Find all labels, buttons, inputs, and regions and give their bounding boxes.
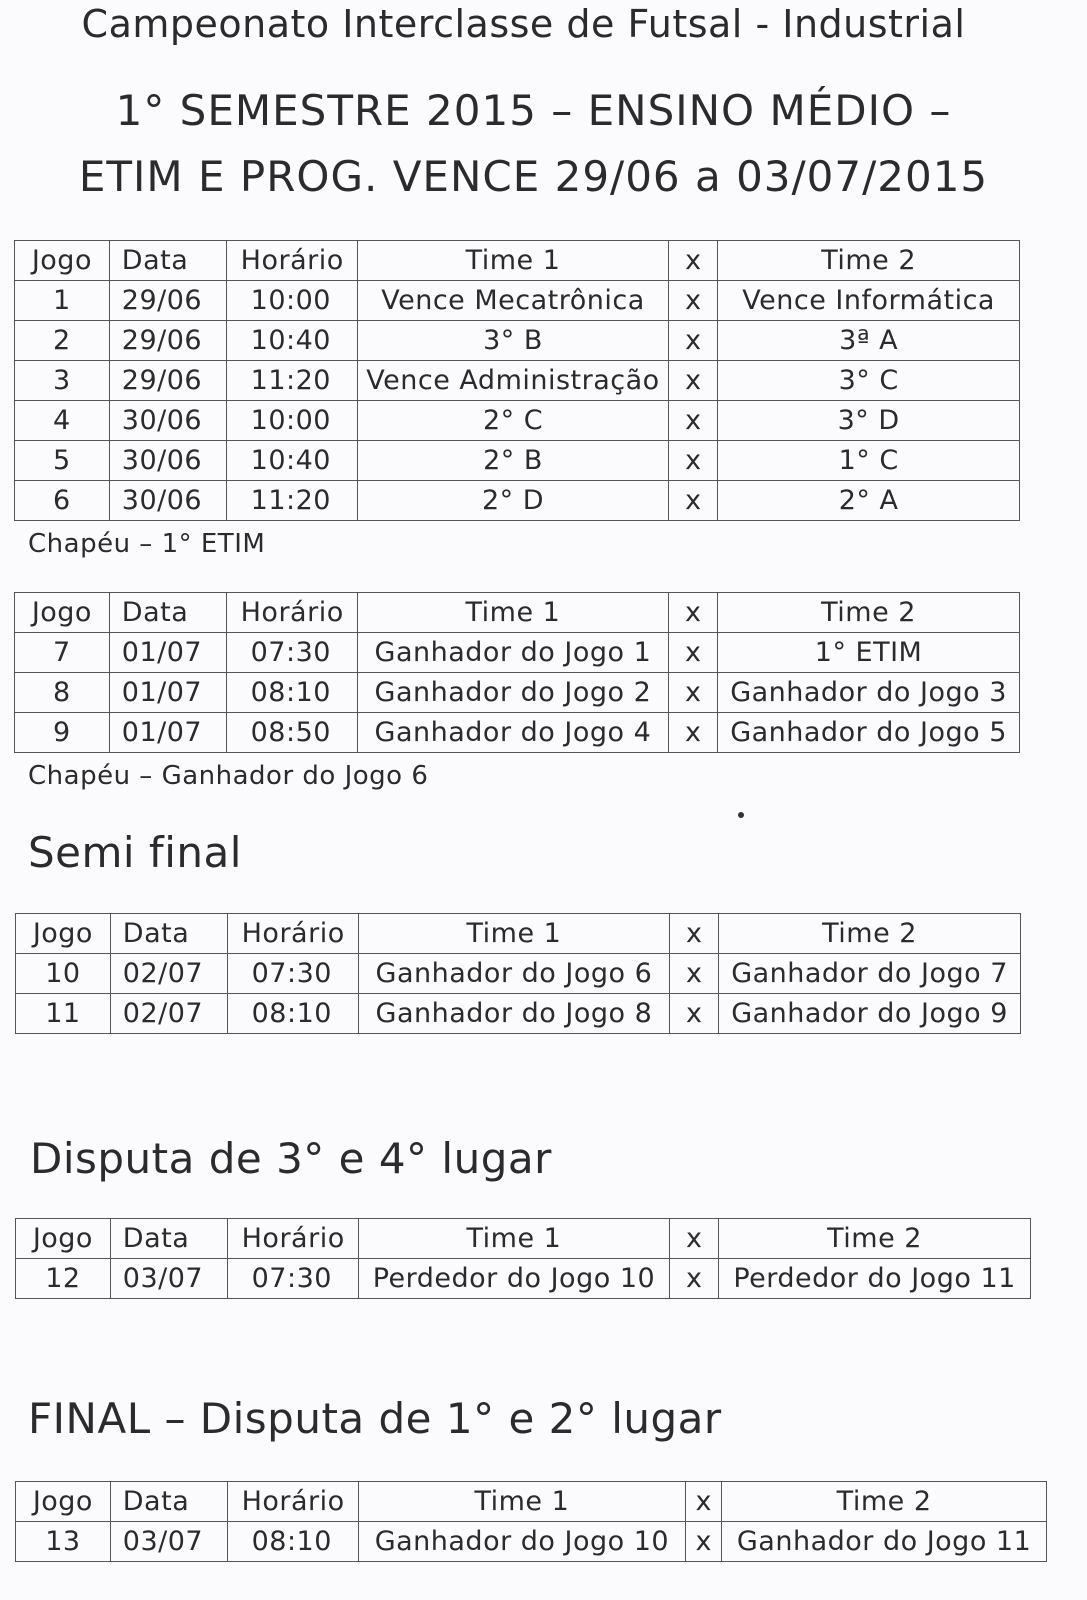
cell-time2: Ganhador do Jogo 7: [719, 954, 1021, 994]
cell-jogo: 12: [16, 1259, 111, 1299]
cell-time2: Ganhador do Jogo 9: [719, 994, 1021, 1034]
cell-versus: x: [669, 481, 718, 521]
cell-data: 03/07: [110, 1259, 227, 1299]
cell-data: 03/07: [110, 1522, 227, 1562]
cell-data: 01/07: [109, 633, 226, 673]
column-header-versus: x: [686, 1482, 722, 1522]
cell-versus: x: [669, 673, 718, 713]
table-row: [15, 361, 1020, 401]
cell-data: 29/06: [109, 361, 226, 401]
column-header-time2: Time 2: [718, 593, 1020, 633]
final-heading: FINAL – Disputa de 1° e 2° lugar: [28, 1394, 722, 1443]
subtitle-line-2: ETIM E PROG. VENCE 29/06 a 03/07/2015: [78, 152, 989, 201]
column-header-time1: Time 1: [357, 241, 669, 281]
table-row: [15, 481, 1020, 521]
cell-time2: 1° C: [718, 441, 1020, 481]
final-table: [15, 1481, 1047, 1562]
table-row: [15, 633, 1020, 673]
table-header-row: [16, 1482, 1047, 1522]
cell-jogo: 11: [16, 994, 111, 1034]
cell-time1: Vence Mecatrônica: [357, 281, 669, 321]
cell-time1: Ganhador do Jogo 1: [357, 633, 669, 673]
column-header-jogo: Jogo: [15, 241, 110, 281]
cell-time2: 3° D: [718, 401, 1020, 441]
table-row: [16, 1259, 1031, 1299]
cell-versus: x: [669, 633, 718, 673]
cell-time1: Ganhador do Jogo 10: [358, 1522, 686, 1562]
cell-time1: Ganhador do Jogo 8: [358, 994, 670, 1034]
column-header-time1: Time 1: [357, 593, 669, 633]
semifinal-heading: Semi final: [28, 828, 242, 877]
cell-data: 30/06: [109, 481, 226, 521]
column-header-time2: Time 2: [719, 1219, 1031, 1259]
cell-time1: 3° B: [357, 321, 669, 361]
column-header-data: Data: [110, 914, 227, 954]
cell-versus: x: [669, 281, 718, 321]
cell-horario: 11:20: [226, 481, 357, 521]
cell-horario: 08:10: [227, 994, 358, 1034]
cell-jogo: 10: [16, 954, 111, 994]
cell-data: 29/06: [109, 281, 226, 321]
table-row: [16, 954, 1021, 994]
column-header-time1: Time 1: [358, 1219, 670, 1259]
table-header-row: [16, 914, 1021, 954]
cell-jogo: 8: [15, 673, 110, 713]
round2-bye-note: Chapéu – Ganhador do Jogo 6: [28, 761, 429, 791]
cell-time2: Ganhador do Jogo 3: [718, 673, 1020, 713]
column-header-data: Data: [109, 593, 226, 633]
cell-time2: Ganhador do Jogo 11: [722, 1522, 1047, 1562]
cell-time1: Ganhador do Jogo 4: [357, 713, 669, 753]
cell-horario: 10:00: [226, 401, 357, 441]
page-title: Campeonato Interclasse de Futsal - Industrial: [81, 2, 966, 46]
cell-time2: Ganhador do Jogo 5: [718, 713, 1020, 753]
table-row: [16, 994, 1021, 1034]
cell-data: 29/06: [109, 321, 226, 361]
cell-time1: Perdedor do Jogo 10: [358, 1259, 670, 1299]
column-header-horario: Horário: [227, 1482, 358, 1522]
column-header-versus: x: [670, 914, 719, 954]
cell-versus: x: [669, 361, 718, 401]
cell-horario: 08:10: [227, 1522, 358, 1562]
subtitle-line-1: 1° SEMESTRE 2015 – ENSINO MÉDIO –: [115, 86, 952, 135]
cell-jogo: 5: [15, 441, 110, 481]
stray-dot: [738, 812, 744, 818]
cell-jogo: 4: [15, 401, 110, 441]
cell-jogo: 6: [15, 481, 110, 521]
cell-jogo: 1: [15, 281, 110, 321]
column-header-jogo: Jogo: [16, 1482, 111, 1522]
column-header-data: Data: [110, 1219, 227, 1259]
column-header-versus: x: [670, 1219, 719, 1259]
table-header-row: [15, 241, 1020, 281]
cell-horario: 10:40: [226, 441, 357, 481]
column-header-time2: Time 2: [722, 1482, 1047, 1522]
column-header-horario: Horário: [227, 914, 358, 954]
cell-time2: 2° A: [718, 481, 1020, 521]
cell-time1: 2° C: [357, 401, 669, 441]
cell-time2: Vence Informática: [718, 281, 1020, 321]
cell-time2: 1° ETIM: [718, 633, 1020, 673]
table-row: [15, 673, 1020, 713]
table-row: [15, 713, 1020, 753]
cell-data: 01/07: [109, 713, 226, 753]
cell-horario: 08:10: [226, 673, 357, 713]
cell-time1: Ganhador do Jogo 2: [357, 673, 669, 713]
cell-data: 01/07: [109, 673, 226, 713]
table-header-row: [15, 593, 1020, 633]
column-header-time2: Time 2: [719, 914, 1021, 954]
table-row: [15, 321, 1020, 361]
cell-versus: x: [669, 321, 718, 361]
round2-table: [14, 592, 1020, 753]
cell-versus: x: [669, 713, 718, 753]
cell-data: 02/07: [110, 994, 227, 1034]
column-header-versus: x: [669, 241, 718, 281]
column-header-horario: Horário: [227, 1219, 358, 1259]
cell-versus: x: [670, 994, 719, 1034]
cell-time1: Vence Administração: [357, 361, 669, 401]
cell-time1: 2° B: [357, 441, 669, 481]
table-row: [16, 1522, 1047, 1562]
cell-versus: x: [669, 401, 718, 441]
cell-horario: 11:20: [226, 361, 357, 401]
round1-bye-note: Chapéu – 1° ETIM: [28, 529, 266, 559]
column-header-jogo: Jogo: [16, 914, 111, 954]
semifinal-table: [15, 913, 1021, 1034]
table-row: [15, 441, 1020, 481]
column-header-horario: Horário: [226, 241, 357, 281]
column-header-time2: Time 2: [718, 241, 1020, 281]
column-header-jogo: Jogo: [15, 593, 110, 633]
cell-horario: 07:30: [227, 1259, 358, 1299]
cell-jogo: 2: [15, 321, 110, 361]
column-header-time1: Time 1: [358, 1482, 686, 1522]
cell-horario: 08:50: [226, 713, 357, 753]
cell-time2: 3ª A: [718, 321, 1020, 361]
column-header-horario: Horário: [226, 593, 357, 633]
cell-horario: 07:30: [226, 633, 357, 673]
cell-time2: 3° C: [718, 361, 1020, 401]
cell-horario: 10:40: [226, 321, 357, 361]
table-header-row: [16, 1219, 1031, 1259]
cell-horario: 07:30: [227, 954, 358, 994]
table-row: [15, 401, 1020, 441]
cell-time1: Ganhador do Jogo 6: [358, 954, 670, 994]
cell-data: 30/06: [109, 441, 226, 481]
cell-jogo: 9: [15, 713, 110, 753]
column-header-data: Data: [109, 241, 226, 281]
table-row: [15, 281, 1020, 321]
cell-versus: x: [670, 1259, 719, 1299]
third-place-table: [15, 1218, 1031, 1299]
cell-versus: x: [670, 954, 719, 994]
cell-jogo: 13: [16, 1522, 111, 1562]
column-header-data: Data: [110, 1482, 227, 1522]
cell-versus: x: [686, 1522, 722, 1562]
cell-time1: 2° D: [357, 481, 669, 521]
column-header-versus: x: [669, 593, 718, 633]
cell-jogo: 3: [15, 361, 110, 401]
cell-horario: 10:00: [226, 281, 357, 321]
column-header-time1: Time 1: [358, 914, 670, 954]
cell-data: 02/07: [110, 954, 227, 994]
cell-jogo: 7: [15, 633, 110, 673]
column-header-jogo: Jogo: [16, 1219, 111, 1259]
round1-table: [14, 240, 1020, 521]
cell-time2: Perdedor do Jogo 11: [719, 1259, 1031, 1299]
cell-data: 30/06: [109, 401, 226, 441]
cell-versus: x: [669, 441, 718, 481]
third-place-heading: Disputa de 3° e 4° lugar: [30, 1134, 552, 1183]
